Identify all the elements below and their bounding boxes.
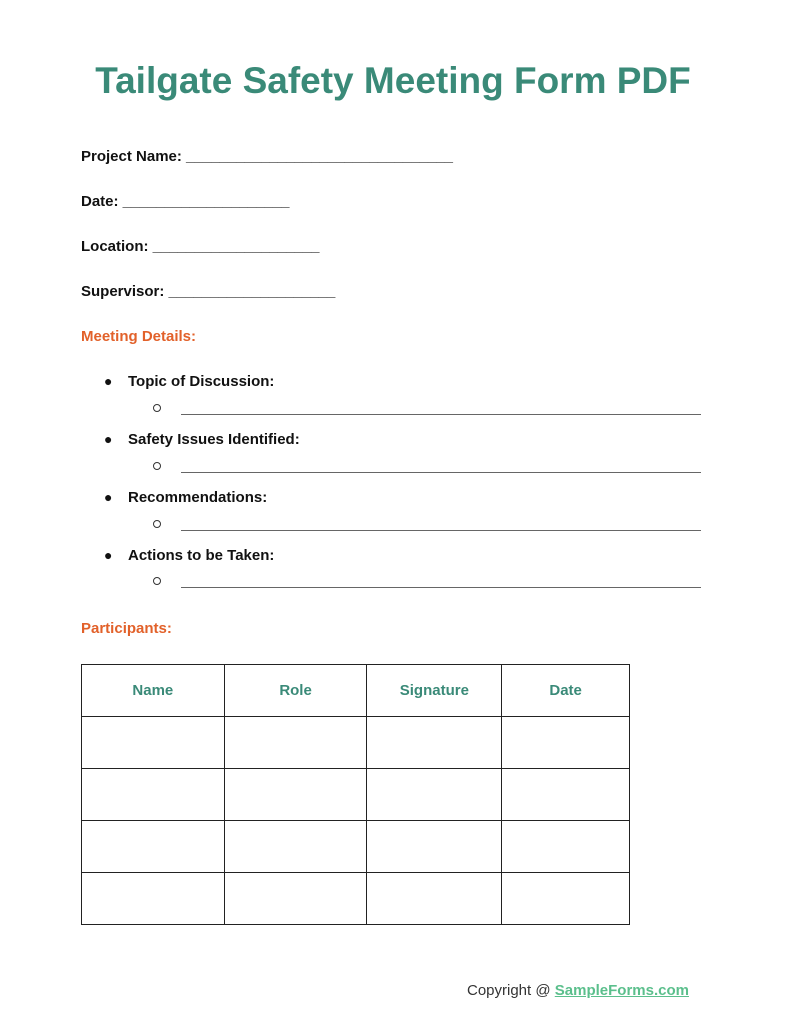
location-field[interactable]: Location: ____________________ xyxy=(81,238,320,255)
column-header-date: Date xyxy=(502,665,630,717)
table-cell[interactable] xyxy=(502,821,630,873)
table-row xyxy=(82,769,630,821)
table-cell[interactable] xyxy=(367,821,502,873)
footer xyxy=(467,982,689,999)
safety-issues-label: Safety Issues Identified: xyxy=(128,431,300,448)
participants-heading: Participants: xyxy=(81,620,172,637)
bullet-icon: ● xyxy=(104,489,113,505)
write-line xyxy=(181,530,701,531)
write-line xyxy=(181,472,701,473)
bullet-icon: ● xyxy=(104,431,113,447)
table-cell[interactable] xyxy=(502,873,630,925)
hollow-bullet-icon xyxy=(153,577,161,585)
supervisor-field[interactable]: Supervisor: ____________________ xyxy=(81,283,336,300)
hollow-bullet-icon xyxy=(153,404,161,412)
table-cell[interactable] xyxy=(224,821,367,873)
list-item xyxy=(104,373,274,390)
date-field[interactable]: Date: ____________________ xyxy=(81,193,290,210)
table-row xyxy=(82,821,630,873)
recommendations-label: Recommendations: xyxy=(128,489,268,506)
table-cell[interactable] xyxy=(224,873,367,925)
topic-of-discussion-label: Topic of Discussion: xyxy=(128,373,275,390)
brand-link[interactable]: SampleForms.com xyxy=(554,982,689,999)
column-header-role: Role xyxy=(224,665,367,717)
list-item xyxy=(104,431,300,448)
copyright-text: Copyright @ xyxy=(467,982,555,999)
table-row xyxy=(82,873,630,925)
actions-line[interactable] xyxy=(153,577,701,591)
list-item xyxy=(104,489,267,506)
bullet-icon: ● xyxy=(104,547,113,563)
column-header-signature: Signature xyxy=(367,665,502,717)
table-cell[interactable] xyxy=(82,769,225,821)
table-cell[interactable] xyxy=(224,769,367,821)
table-cell[interactable] xyxy=(367,769,502,821)
table-header-row xyxy=(82,665,630,717)
table-cell[interactable] xyxy=(82,873,225,925)
table-cell[interactable] xyxy=(82,717,225,769)
table-cell[interactable] xyxy=(502,717,630,769)
bullet-icon: ● xyxy=(104,373,113,389)
table-cell[interactable] xyxy=(502,769,630,821)
safety-issues-line[interactable] xyxy=(153,462,701,476)
table-cell[interactable] xyxy=(224,717,367,769)
write-line xyxy=(181,587,701,588)
meeting-details-heading: Meeting Details: xyxy=(81,328,197,345)
table-row xyxy=(82,717,630,769)
hollow-bullet-icon xyxy=(153,462,161,470)
project-name-field[interactable]: Project Name: ________________________________ xyxy=(81,148,453,165)
write-line xyxy=(181,414,701,415)
table-cell[interactable] xyxy=(82,821,225,873)
participants-table xyxy=(81,664,630,925)
actions-label: Actions to be Taken: xyxy=(128,547,275,564)
table-cell[interactable] xyxy=(367,717,502,769)
topic-of-discussion-line[interactable] xyxy=(153,404,701,418)
list-item xyxy=(104,547,274,564)
hollow-bullet-icon xyxy=(153,520,161,528)
column-header-name: Name xyxy=(82,665,225,717)
table-cell[interactable] xyxy=(367,873,502,925)
page-title: Tailgate Safety Meeting Form PDF xyxy=(95,60,691,101)
recommendations-line[interactable] xyxy=(153,520,701,534)
